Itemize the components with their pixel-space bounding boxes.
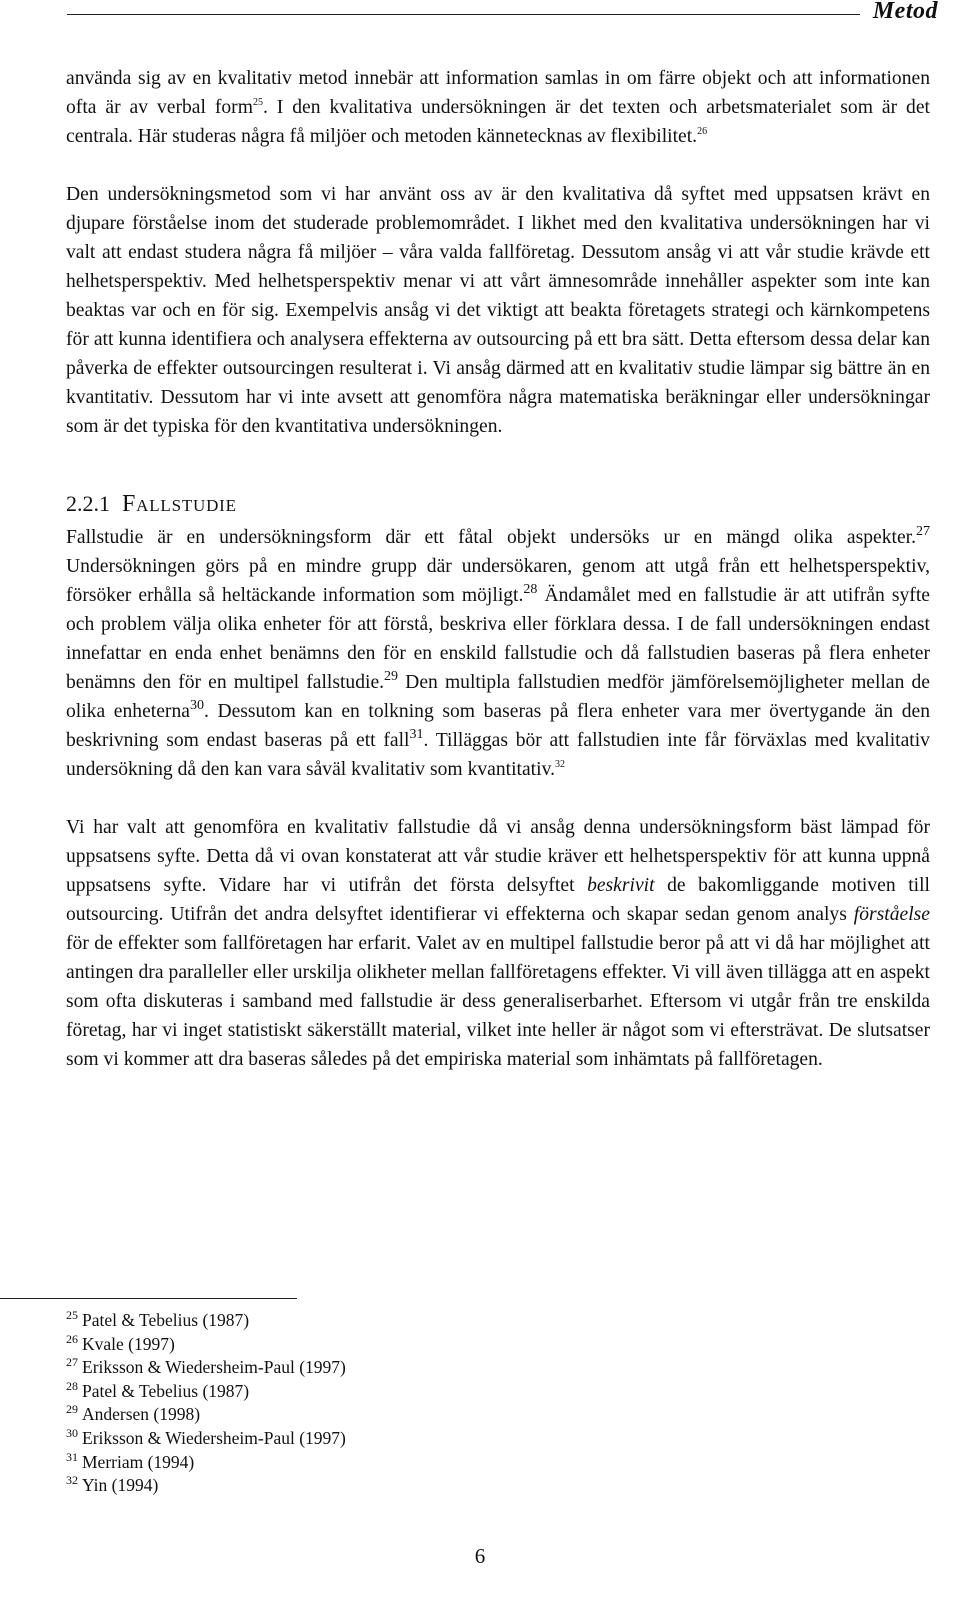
footnote-number: 27 [66, 1355, 78, 1370]
para3-text-1: Fallstudie är en undersökningsform där ett fåtal objekt undersöks ur en mängd olika aspekter. [66, 527, 916, 548]
footnote-item [66, 1474, 346, 1498]
para1-text-2: . I den kvalitativa undersökningen är det texten och arbetsmaterialet som är det centrala. Här studeras några få miljöer och metoden kännetecknas av flexibilitet. [66, 97, 930, 147]
paragraph-method: Den undersökningsmetod som vi har använt oss av är den kvalitativa då syftet med uppsatsen krävt en djupare förståelse inom det studerade problemområdet. I likhet med den kvalitativa undersökningen har vi valt att endast studera några få miljöer – våra valda fallföretag. Dessutom ansåg vi att vår studie krävde ett helhetsperspektiv. Med helhetsperspektiv menar vi att vårt ämnesområde innehåller aspekter som inte kan beaktas var och en för sig. Exempelvis ansåg vi det viktigt att beakta företagets strategi och kärnkompetens för att kunna identifiera och analysera effekterna av outsourcing på ett bra sätt. Detta eftersom dessa delar kan påverka de effekter outsourcingen resulterat i. Vi ansåg därmed att en kvalitativ studie lämpar sig bättre än en kvantitativ. Dessutom har vi inte avsett att genomföra några matematiska beräkningar eller undersökningar som är det typiska för den kvantitativa undersökningen. [66, 184, 930, 437]
footnote-separator [0, 1298, 297, 1299]
footnote-list [66, 1309, 346, 1498]
footnote-ref-26[interactable]: 26 [697, 126, 708, 137]
footnote-text: Merriam (1994) [82, 1451, 195, 1472]
footnote-text: Patel & Tebelius (1987) [82, 1380, 250, 1401]
para4-emphasis-1: beskrivit [587, 875, 655, 896]
footnote-item [66, 1427, 346, 1451]
footnote-item [66, 1403, 346, 1427]
footnote-ref-29[interactable]: 29 [384, 669, 399, 684]
footnote-text: Eriksson & Wiedersheim-Paul (1997) [82, 1357, 346, 1378]
running-header-title: Metod [872, 0, 938, 24]
footnote-ref-31[interactable]: 31 [409, 727, 424, 742]
para3-text-5: . Dessutom kan en tolkning som baseras på flera enheter vara mer övertygande än den beskrivning som endast baseras på ett fall [66, 701, 930, 751]
page-body [66, 64, 930, 1074]
section-heading [66, 489, 930, 519]
para4-text-2: de bakomliggande motiven till outsourcing. Utifrån det andra delsyftet identifierar vi effekterna och skapar sedan genom analys [66, 875, 930, 925]
header-rule [67, 14, 860, 15]
page-number: 6 [474, 1544, 486, 1568]
paragraph-intro [66, 64, 930, 151]
footnote-number: 29 [66, 1402, 78, 1417]
section-number: 2.2.1 [66, 491, 110, 516]
footnote-item [66, 1356, 346, 1380]
footnote-number: 28 [66, 1378, 78, 1393]
paragraph-choice [66, 813, 930, 1074]
para1-text-1: använda sig av en kvalitativ metod innebär att information samlas in om färre objekt och att informationen ofta är av verbal form [66, 68, 930, 118]
footnote-ref-32[interactable]: 32 [555, 759, 565, 770]
footnote-number: 30 [66, 1425, 78, 1440]
footnote-text: Kvale (1997) [82, 1333, 175, 1354]
footnote-text: Yin (1994) [82, 1475, 159, 1496]
footnote-text: Andersen (1998) [82, 1404, 201, 1425]
footnote-number: 31 [66, 1449, 78, 1464]
footnote-item [66, 1333, 346, 1357]
para3-text-2: Undersökningen görs på en mindre grupp där undersökaren, genom att utgå från ett helhetsperspektiv, försöker erhålla så heltäckande information som möjligt. [66, 556, 930, 606]
footnote-item [66, 1380, 346, 1404]
footnote-ref-28[interactable]: 28 [523, 582, 538, 597]
footnote-number: 25 [66, 1308, 78, 1322]
para3-text-6: . Tilläggas bör att fallstudien inte får förväxlas med kvalitativ undersökning då den kan vara såväl kvalitativ som kvantitativ. [66, 730, 930, 780]
para3-text-4: Den multipla fallstudien medför jämförelsemöjligheter mellan de olika enheterna [66, 672, 931, 722]
section-title: Fallstudie [122, 491, 237, 517]
footnote-number: 26 [66, 1331, 78, 1346]
footnote-ref-25[interactable]: 25 [252, 97, 263, 108]
footnote-text: Patel & Tebelius (1987) [82, 1310, 250, 1330]
para4-text-1: Vi har valt att genomföra en kvalitativ fallstudie då vi ansåg denna undersökningsform bäst lämpad för uppsatsens syfte. Detta då vi ovan konstaterat att vår studie kräver ett helhetsperspektiv för att kunna uppnå uppsatsens syfte. Vidare har vi utifrån det första delsyftet [66, 817, 930, 896]
footnote-ref-27[interactable]: 27 [916, 524, 930, 539]
para4-emphasis-2: förståelse [853, 904, 930, 925]
para4-text-3: för de effekter som fallföretagen har erfarit. Valet av en multipel fallstudie beror på att vi då har möjlighet att antingen dra paralleller eller urskilja olikheter mellan fallföretagens effekter. Vi vill även tillägga att en aspekt som ofta diskuteras i samband med fallstudie är dess generaliserbarhet. Eftersom vi utgår från tre enskilda företag, har vi inget statistiskt säkerställt material, vilket inte heller är något som vi eftersträvat. De slutsatser som vi kommer att dra baseras således på det empiriska material som inhämtats på fallföretagen. [66, 933, 930, 1070]
footnote-ref-30[interactable]: 30 [189, 698, 204, 713]
footnote-text: Eriksson & Wiedersheim-Paul (1997) [82, 1427, 346, 1448]
footnote-item [66, 1309, 346, 1333]
footnote-item [66, 1451, 346, 1475]
para3-text-3: Ändamålet med en fallstudie är att utifrån syfte och problem välja olika enheter för att förstå, beskriva eller förklara dessa. I de fall undersökningen endast innefattar en enda enhet benämns den för en enskild fallstudie och då fallstudien baseras på flera enheter benämns den för en multipel fallstudie. [66, 585, 930, 693]
paragraph-case-study [66, 523, 930, 784]
footnote-number: 32 [66, 1473, 78, 1488]
